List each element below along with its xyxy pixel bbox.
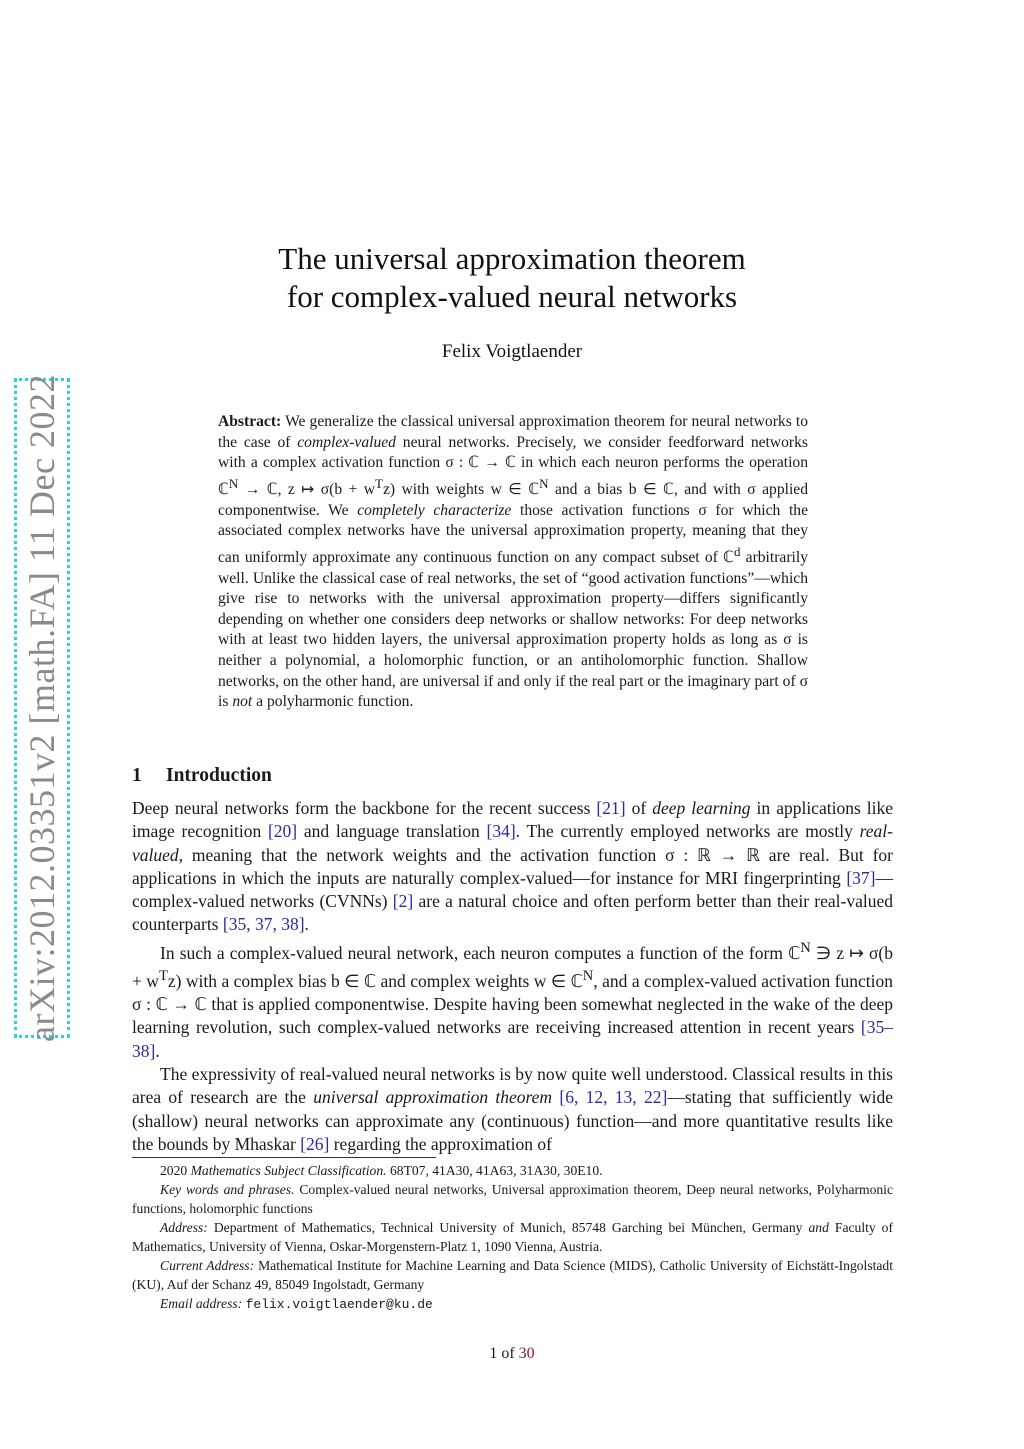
citation-link[interactable]: [37] — [846, 867, 876, 888]
section-heading-introduction — [132, 765, 272, 787]
abstract-text: and a bias b ∈ ℂ, and with σ applied componentwise. We — [218, 480, 808, 519]
section-title: Introduction — [166, 765, 272, 786]
abstract-label: Abstract: — [218, 413, 282, 430]
superscript: N — [228, 475, 239, 491]
text: —stating that sufficiently wide (shallow) neural networks can approximate any (continuous) function—and more quantitative results like the bounds by Mhaskar — [132, 1087, 894, 1154]
text: In such a complex-valued neural network, each neuron computes a function of the form ℂ — [160, 942, 801, 963]
text: of — [625, 798, 653, 818]
paragraph — [132, 937, 893, 1063]
introduction-body — [132, 797, 893, 1156]
footnote-value: Faculty of Mathematics, University of Vienna, Oskar-Morgenstern-Platz 1, 1090 Vienna, Austria. — [132, 1220, 894, 1254]
email-link[interactable]: felix.voigtlaender@ku.de — [245, 1297, 433, 1312]
abstract-emphasis: complex-valued — [297, 433, 396, 451]
superscript: N — [539, 475, 549, 491]
paragraph — [132, 797, 893, 937]
citation-link[interactable]: [21] — [596, 798, 626, 818]
text: The expressivity of real-valued neural networks is by now quite well understood. Classical results in this area of research are the — [132, 1063, 893, 1108]
text: z) with a complex bias b ∈ ℂ and complex weights w ∈ ℂ — [167, 970, 583, 991]
arxiv-sidebar-stamp — [14, 374, 70, 1042]
section-number: 1 — [132, 765, 142, 786]
title-line-1: The universal approximation theorem — [278, 241, 746, 276]
superscript: T — [158, 967, 168, 984]
arxiv-identifier: arXiv:2012.03351v2 [math.FA] 11 Dec 2022 — [22, 374, 62, 1042]
text: regarding the approximation of — [329, 1133, 552, 1154]
text: and language translation — [297, 821, 487, 842]
msc-year: 2020 — [160, 1163, 188, 1178]
footnote-keywords — [132, 1180, 893, 1218]
footnote-address — [132, 1218, 893, 1256]
footnote-value: 68T07, 41A30, 41A63, 31A30, 30E10. — [389, 1163, 603, 1178]
footnote-label: Current Address: — [160, 1258, 255, 1273]
footnote-current-address — [132, 1256, 893, 1294]
abstract-emphasis: not — [232, 693, 253, 711]
text: in applications like image recognition — [132, 798, 894, 842]
abstract — [218, 412, 808, 713]
abstract-text: those activation functions σ for which the associated complex networks have the universal approximation property, meaning that they can uniformly approximate any continuous function on any compact subset of ℂ — [218, 501, 809, 566]
title-line-2: for complex-valued neural networks — [286, 279, 738, 314]
citation-link[interactable]: [2] — [392, 891, 414, 912]
superscript: N — [582, 967, 594, 984]
superscript: T — [375, 475, 383, 491]
paragraph — [132, 1063, 893, 1156]
footnote-email — [132, 1294, 893, 1314]
footnote-value: Department of Mathematics, Technical University of Munich, 85748 Garching bei München, Germany — [213, 1220, 803, 1235]
page-of: of — [501, 1345, 515, 1362]
author-name: Felix Voigtlaender — [441, 341, 583, 362]
footnote-label: Mathematics Subject Classification. — [190, 1163, 387, 1178]
text: , and a complex-valued activation function σ : ℂ → ℂ that is applied componentwise. Despite having been somewhat neglected in the wake of the deep learning revolution, such complex-valued networks are receiving increased attention in recent years — [132, 970, 893, 1038]
emphasis: universal approximation theorem — [313, 1087, 553, 1108]
footnote-label: Key words and phrases. — [160, 1182, 295, 1197]
footnote-value: Complex-valued neural networks, Universal approximation theorem, Deep neural networks, Polyharmonic functions, holomorphic functions — [132, 1182, 893, 1216]
emphasis: real-valued — [132, 821, 893, 865]
abstract-emphasis: completely characterize — [357, 501, 512, 519]
citation-link[interactable]: [35–38] — [132, 1017, 893, 1061]
paper-title — [0, 240, 1024, 316]
superscript: d — [733, 543, 741, 559]
footnote-label: Email address: — [160, 1296, 243, 1311]
text: . The currently employed networks are mostly — [515, 821, 860, 842]
citation-link[interactable]: [26] — [300, 1133, 330, 1154]
abstract-text: z) with weights w ∈ ℂ — [382, 480, 540, 498]
superscript: N — [800, 939, 811, 956]
abstract-text: arbitrarily well. Unlike the classical case of real networks, the set of “good activation functions”—which give rise to networks with the universal approximation property—differs significantly depending on whether one considers deep networks or shallow networks: For deep networks with at least two hidden layers, the universal approximation property holds as long as σ is neither a polynomial, a holomorphic function, or an antiholomorphic function. Shallow networks, on the other hand, are universal if and only if the real part or the imaginary part of σ is — [218, 548, 808, 711]
abstract-text: We generalize the classical universal approximation theorem for neural networks to the case of — [218, 413, 809, 451]
text: Deep neural networks form the backbone for the recent success — [132, 798, 591, 818]
footnote-conjunction: and — [808, 1220, 829, 1235]
citation-link[interactable]: [6, 12, 13, 22] — [559, 1087, 668, 1108]
citation-link[interactable]: [20] — [267, 821, 298, 842]
text: . — [155, 1040, 160, 1061]
abstract-text: a polyharmonic function. — [256, 693, 414, 711]
emphasis: deep learning — [652, 798, 751, 818]
footnote-value: Mathematical Institute for Machine Learning and Data Science (MIDS), Catholic University of Eichstätt-Ingolstadt (KU), Auf der Schanz 49, 85049 Ingolstadt, Germany — [132, 1258, 893, 1292]
abstract-text: → ℂ, z ↦ σ(b + w — [238, 480, 376, 498]
text: are a natural choice and often perform better than their real-valued counterparts — [132, 891, 893, 935]
abstract-text: neural networks. Precisely, we consider feedforward networks with a complex activation function σ : ℂ → ℂ in which each neuron performs the operation ℂ — [218, 433, 808, 498]
citation-link[interactable]: [34] — [486, 821, 516, 842]
page-number — [0, 1345, 1024, 1363]
current-page: 1 — [489, 1345, 498, 1362]
footnote-label: Address: — [160, 1220, 208, 1235]
footnotes — [132, 1161, 893, 1314]
total-pages-link[interactable]: 30 — [518, 1345, 535, 1362]
footnote-msc — [132, 1161, 893, 1180]
text: , meaning that the network weights and the activation function σ : ℝ → ℝ are real. But for applications in which the inputs are naturally complex-valued—for instance for MRI fingerprinting — [132, 844, 893, 888]
citation-link[interactable]: [35, 37, 38] — [222, 914, 305, 935]
text: . — [304, 914, 309, 935]
text: —complex-valued networks (CVNNs) — [132, 867, 893, 912]
footnote-divider — [132, 1157, 436, 1158]
text: ∋ z ↦ σ(b + w — [132, 942, 893, 991]
